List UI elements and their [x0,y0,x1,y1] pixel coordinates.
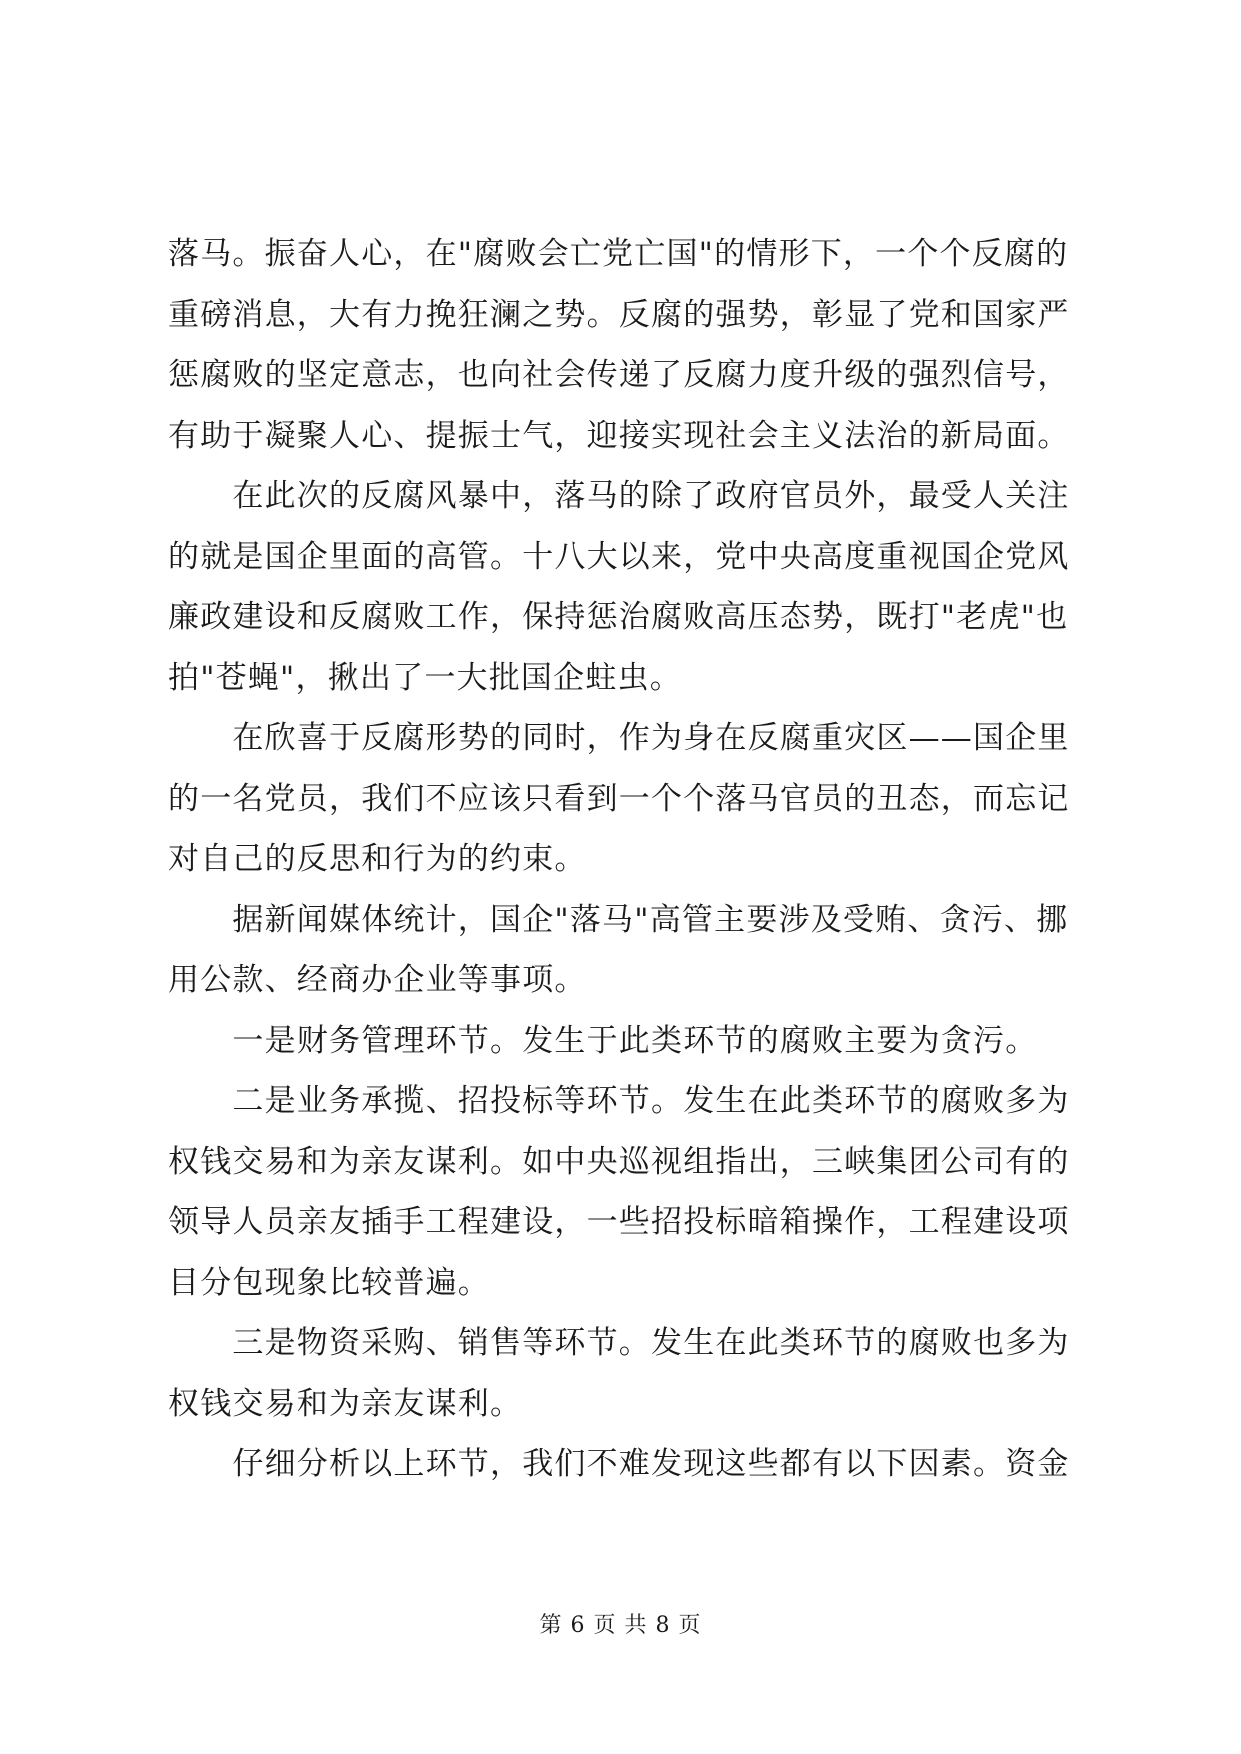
text-line: 廉政建设和反腐败工作，保持惩治腐败高压态势，既打"老虎"也 [168,599,1069,635]
paragraph [168,708,1078,890]
text-line: 一是财务管理环节。发生于此类环节的腐败主要为贪污。 [168,1022,1038,1059]
paragraph [168,1071,1078,1313]
text-line: 落马。振奋人心，在"腐败会亡党亡国"的情形下，一个个反腐的 [168,236,1069,272]
text-line: 据新闻媒体统计，国企"落马"高管主要涉及受贿、贪污、挪 [168,901,1069,938]
text-line: 用公款、经商办企业等事项。 [168,962,587,998]
body-text [168,224,1078,1495]
page-number-footer: 第 6 页 共 8 页 [539,1613,702,1638]
text-line: 在此次的反腐风暴中，落马的除了政府官员外，最受人关注 [168,478,1070,514]
paragraph [168,466,1078,708]
text-line: 的就是国企里面的高管。十八大以来，党中央高度重视国企党风 [168,538,1070,575]
text-line: 对自己的反思和行为的约束。 [168,841,587,877]
text-line: 在欣喜于反腐形势的同时，作为身在反腐重灾区——国企里 [168,720,1070,756]
text-line: 二是业务承揽、招投标等环节。发生在此类环节的腐败多为 [168,1083,1070,1119]
paragraph [168,1011,1078,1072]
text-line: 重磅消息，大有力挽狂澜之势。反腐的强势，彰显了党和国家严 [168,296,1070,333]
text-line: 目分包现象比较普遍。 [168,1264,490,1301]
paragraph [168,1434,1078,1495]
text-line: 的一名党员，我们不应该只看到一个个落马官员的丑态，而忘记 [168,780,1070,817]
text-line: 有助于凝聚人心、提振士气，迎接实现社会主义法治的新局面。 [168,417,1070,454]
paragraph [168,224,1078,466]
text-line: 三是物资采购、销售等环节。发生在此类环节的腐败也多为 [168,1325,1070,1361]
paragraph [168,890,1078,1011]
text-line: 惩腐败的坚定意志，也向社会传递了反腐力度升级的强烈信号， [168,357,1070,393]
text-line: 权钱交易和为亲友谋利。如中央巡视组指出，三峡集团公司有的 [168,1143,1070,1180]
text-line: 仔细分析以上环节，我们不难发现这些都有以下因素。资金 [168,1446,1070,1482]
text-line: 领导人员亲友插手工程建设，一些招投标暗箱操作，工程建设项 [168,1204,1070,1240]
text-line: 权钱交易和为亲友谋利。 [168,1385,523,1422]
paragraph [168,1313,1078,1434]
text-line: 拍"苍蝇"，揪出了一大批国企蛀虫。 [168,659,682,696]
